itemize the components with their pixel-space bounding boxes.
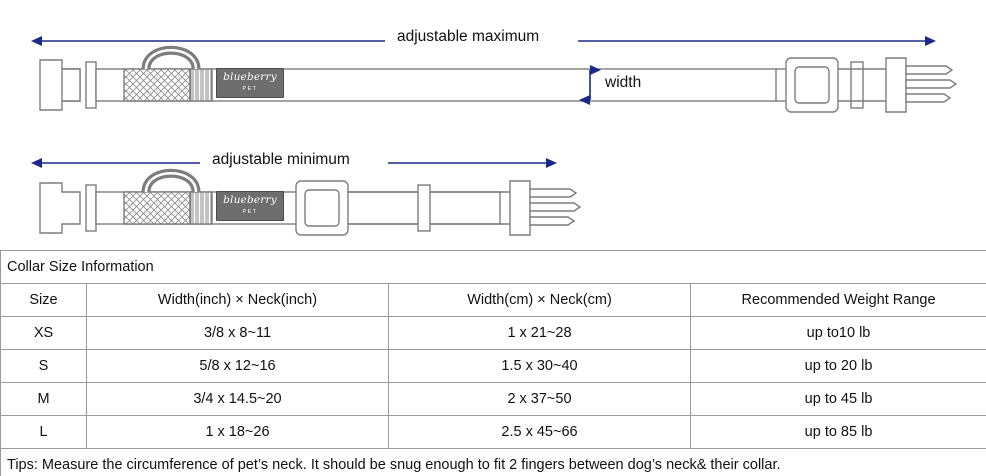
header-recommended-weight: Recommended Weight Range [691,284,986,317]
table-row [1,350,986,383]
cell-inch: 5/8 x 12~16 [87,350,389,383]
brand-name: blueberry [223,71,277,83]
brand-tag-top [216,68,284,98]
cell-weight: up to 85 lb [691,416,986,449]
label-adjustable-minimum: adjustable minimum [207,151,355,169]
brand-tag-bottom [216,191,284,221]
cell-size: S [1,350,87,383]
table-row [1,383,986,416]
cell-inch: 3/4 x 14.5~20 [87,383,389,416]
header-size: Size [1,284,87,317]
header-width-neck-cm: Width(cm) × Neck(cm) [389,284,691,317]
brand-subtitle: PET [242,86,258,92]
collar-top-illustration [40,50,956,112]
collar-size-table [0,250,986,476]
table-note-row [1,449,986,476]
cell-inch: 3/8 x 8~11 [87,317,389,350]
brand-subtitle: PET [242,209,258,215]
cell-weight: up to 20 lb [691,350,986,383]
label-width: width [605,74,642,91]
brand-name: blueberry [223,194,277,206]
table-note: Tips: Measure the circumference of pet’s neck. It should be snug enough to fit 2 fingers between dog’s neck& their collar. [1,449,986,476]
table-title-row [1,251,986,284]
cell-size: L [1,416,87,449]
collar-size-table-wrapper [0,250,986,476]
table-header-row [1,284,986,317]
collar-bottom-illustration [40,173,580,235]
cell-inch: 1 x 18~26 [87,416,389,449]
table-title: Collar Size Information [1,251,986,284]
cell-cm: 2.5 x 45~66 [389,416,691,449]
table-row [1,317,986,350]
cell-weight: up to10 lb [691,317,986,350]
header-width-neck-inch: Width(inch) × Neck(inch) [87,284,389,317]
cell-size: XS [1,317,87,350]
label-adjustable-maximum: adjustable maximum [392,28,544,46]
table-row [1,416,986,449]
cell-cm: 1.5 x 30~40 [389,350,691,383]
cell-weight: up to 45 lb [691,383,986,416]
cell-cm: 2 x 37~50 [389,383,691,416]
cell-cm: 1 x 21~28 [389,317,691,350]
cell-size: M [1,383,87,416]
